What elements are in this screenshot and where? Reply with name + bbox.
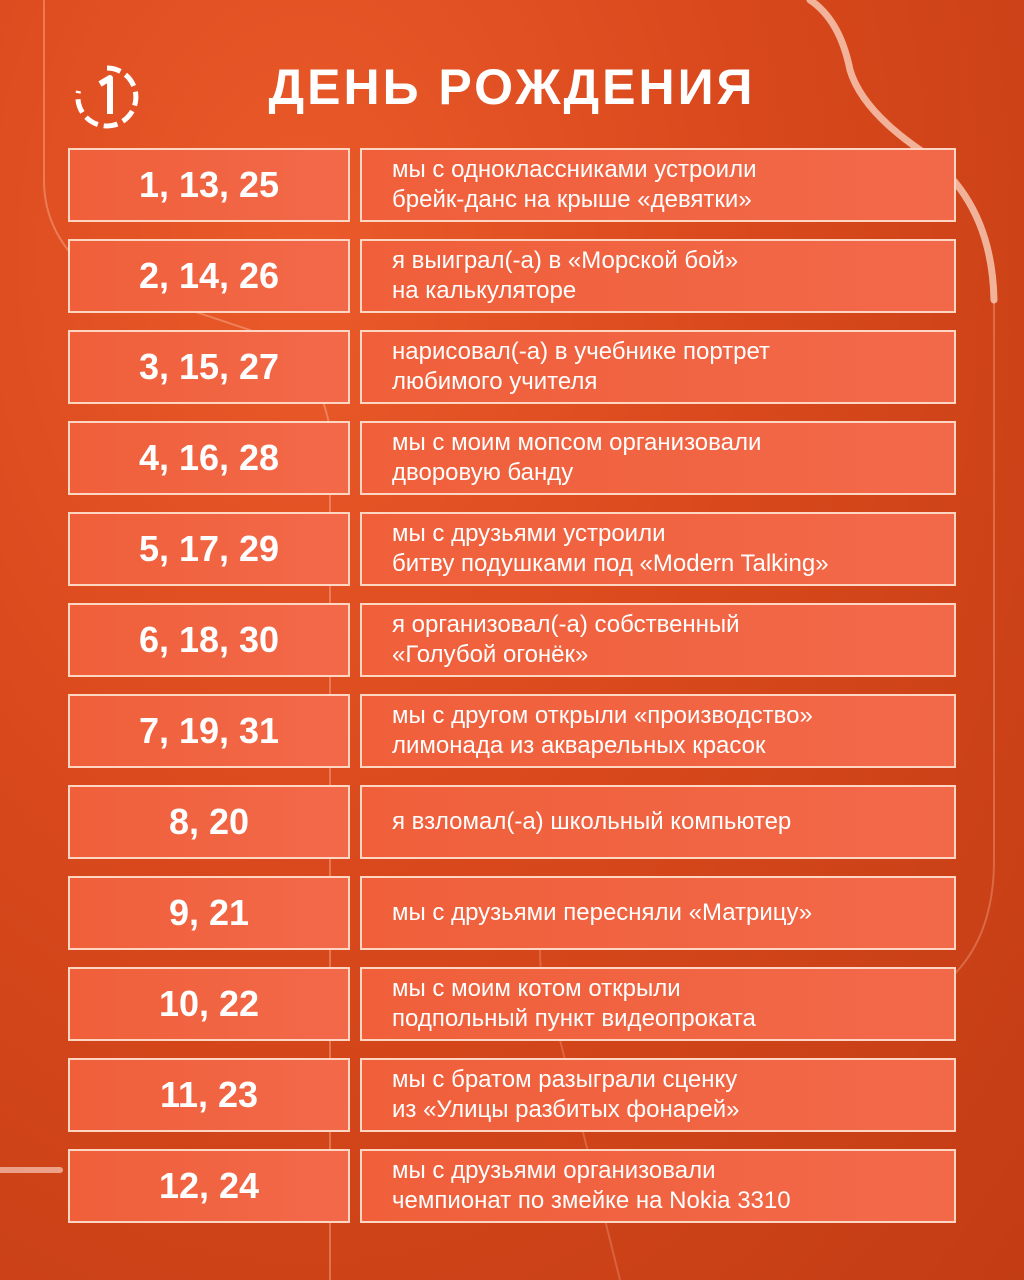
- table-row: [68, 1058, 956, 1136]
- table-row: [68, 512, 956, 590]
- story-cell: [360, 148, 956, 222]
- story-text: мы с друзьями устроили битву подушками под «Modern Talking»: [392, 520, 829, 577]
- day-numbers-cell: 5, 17, 29: [68, 512, 350, 586]
- story-text: мы с моим котом открыли подпольный пункт видеопроката: [392, 975, 756, 1032]
- day-numbers-cell: 6, 18, 30: [68, 603, 350, 677]
- story-text: мы с другом открыли «производство» лимонада из акварельных красок: [392, 702, 813, 759]
- table-row: [68, 967, 956, 1045]
- day-numbers-cell: 1, 13, 25: [68, 148, 350, 222]
- day-numbers-cell: 12, 24: [68, 1149, 350, 1223]
- day-numbers-cell: 9, 21: [68, 876, 350, 950]
- story-text: мы с друзьями пересняли «Матрицу»: [392, 899, 813, 926]
- table-row: [68, 785, 956, 863]
- day-numbers-cell: 4, 16, 28: [68, 421, 350, 495]
- story-text: мы с моим мопсом организовали дворовую банду: [392, 429, 762, 486]
- story-cell: [360, 967, 956, 1041]
- story-cell: [360, 694, 956, 768]
- table-row: [68, 1149, 956, 1227]
- day-numbers-cell: 2, 14, 26: [68, 239, 350, 313]
- table-row: [68, 603, 956, 681]
- story-cell: [360, 330, 956, 404]
- story-cell: [360, 603, 956, 677]
- story-text: я организовал(-а) собственный «Голубой огонёк»: [392, 611, 740, 668]
- table-row: [68, 330, 956, 408]
- story-cell: [360, 421, 956, 495]
- story-text: нарисовал(-а) в учебнике портрет любимого учителя: [392, 338, 771, 395]
- table-row: [68, 876, 956, 954]
- table-row: [68, 148, 956, 226]
- day-numbers-cell: 8, 20: [68, 785, 350, 859]
- story-cell: [360, 239, 956, 313]
- page-title: ДЕНЬ РОЖДЕНИЯ: [268, 59, 756, 115]
- story-cell: [360, 1149, 956, 1223]
- story-cell: [360, 876, 956, 950]
- day-numbers-cell: 3, 15, 27: [68, 330, 350, 404]
- story-cell: [360, 512, 956, 586]
- story-cell: [360, 1058, 956, 1132]
- table-row: [68, 421, 956, 499]
- story-text: я выиграл(-а) в «Морской бой» на калькуляторе: [392, 247, 739, 304]
- story-text: мы с друзьями организовали чемпионат по змейке на Nokia 3310: [392, 1157, 791, 1214]
- day-numbers-cell: 10, 22: [68, 967, 350, 1041]
- day-numbers-cell: 7, 19, 31: [68, 694, 350, 768]
- story-text: я взломал(-а) школьный компьютер: [392, 808, 792, 835]
- story-cell: [360, 785, 956, 859]
- channel-one-logo-icon: [74, 64, 140, 130]
- birthday-table: [68, 148, 956, 1240]
- table-row: [68, 694, 956, 772]
- story-text: мы с одноклассниками устроили брейк-данс на крыше «девятки»: [392, 156, 757, 213]
- story-text: мы с братом разыграли сценку из «Улицы разбитых фонарей»: [392, 1066, 740, 1123]
- day-numbers-cell: 11, 23: [68, 1058, 350, 1132]
- table-row: [68, 239, 956, 317]
